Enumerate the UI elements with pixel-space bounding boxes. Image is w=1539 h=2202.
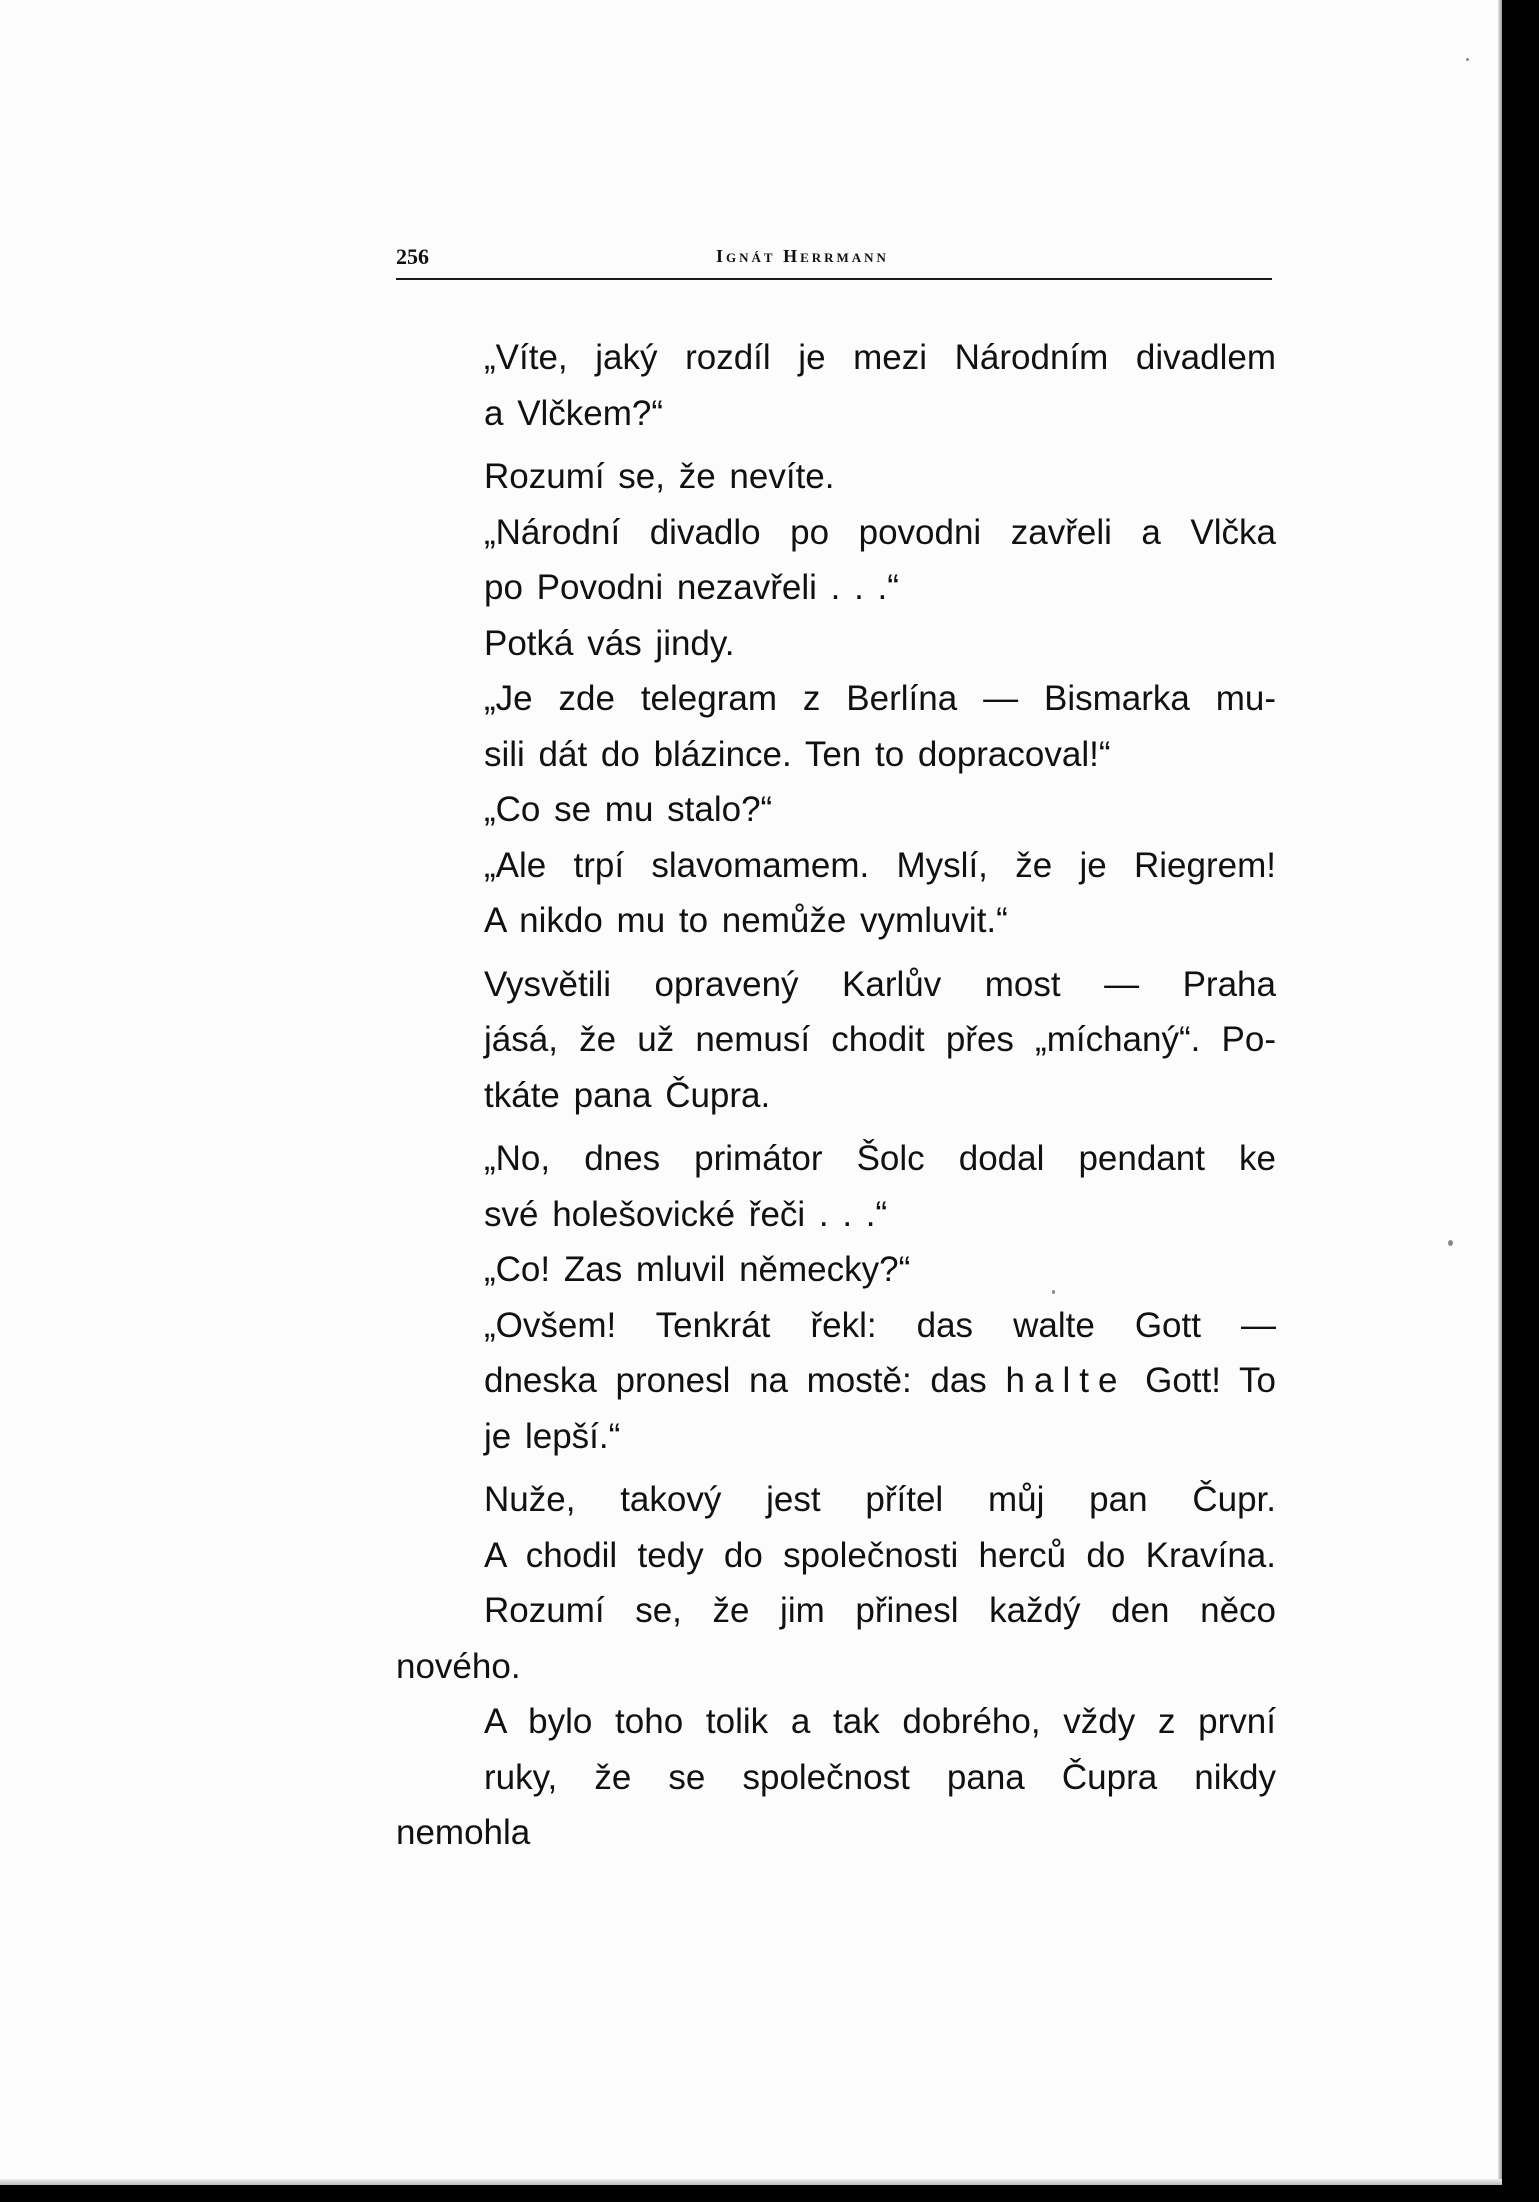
paragraph [396,671,1276,782]
text-line: své holešovické řeči . . .“ [484,1194,888,1234]
text-line: jásá, že už nemusí chodit přes „míchaný“. Po- [484,1020,1276,1059]
text-segment: „Ovšem! Tenkrát řekl: das walte Gott — [484,1305,1276,1345]
text-line: Vysvětili opravený Karlův most — Praha [484,964,1276,1004]
text-line: „Ale trpí slavomamem. Myslí, že je Riegrem! [484,845,1276,885]
text-line: „Je zde telegram z Berlína — Bismarka mu- [484,679,1276,718]
paragraph [396,505,1276,616]
paragraph [396,330,1276,441]
text-line [396,1298,1276,1354]
text-segment: Gott! To [1126,1361,1276,1400]
author-name: Ignát Herrmann [716,246,889,266]
page-number: 256 [396,244,429,269]
text-line [396,1353,1276,1409]
text-line: „No, dnes primátor Šolc dodal pendant ke [484,1139,1276,1178]
paragraph [396,1298,1276,1465]
text-segment: dneska pronesl na mostě: das [484,1361,1006,1400]
text-line: a Vlčkem?“ [484,393,664,433]
paper-speck [1448,1240,1453,1246]
text-line: po Povodni nezavřeli . . .“ [484,568,899,607]
paragraph [396,449,1276,505]
text-line: „Co! Zas mluvil německy?“ [484,1250,911,1289]
running-head [396,240,1272,280]
body-text [396,330,1276,1861]
paragraph [396,957,1276,1124]
paragraph [396,838,1276,949]
text-line: „Národní divadlo po povodni zavřeli a Vlčka [484,512,1276,552]
text-line: A chodil tedy do společnosti herců do Kravína. [484,1535,1276,1575]
paper-speck [1466,58,1469,61]
paragraph [396,1472,1276,1861]
page-bottom-edge [0,2179,1502,2185]
spaced-emphasis: halte [1005,1361,1127,1400]
page-edge [1498,0,1502,2185]
text-line: A nikdo mu to nemůže vymluvit.“ [484,901,1008,940]
text-line: „Co se mu stalo?“ [484,790,773,829]
paragraph [396,1131,1276,1242]
text-line: A bylo toho tolik a tak dobrého, vždy z první [484,1702,1276,1741]
paper-speck [1052,1290,1055,1294]
text-line: tkáte pana Čupra. [484,1075,771,1115]
text-line [396,1409,1276,1465]
paragraph [396,616,1276,672]
text-line: ruky, že se společnost pana Čupra nikdy nemohla [396,1757,1276,1852]
text-line: Rozumí se, že nevíte. [484,457,835,496]
paragraph [396,1242,1276,1298]
text-line: Rozumí se, že jim přinesl každý den něco nového. [396,1591,1276,1686]
text-line: Potká vás jindy. [484,623,735,663]
paragraph [396,782,1276,838]
text-segment: je lepší.“ [484,1416,621,1456]
text-line: Nuže, takový jest přítel můj pan Čupr. [484,1480,1276,1519]
text-line: sili dát do blázince. Ten to dopracoval!“ [484,734,1111,774]
text-line: „Víte, jaký rozdíl je mezi Národním divadlem [484,338,1276,377]
